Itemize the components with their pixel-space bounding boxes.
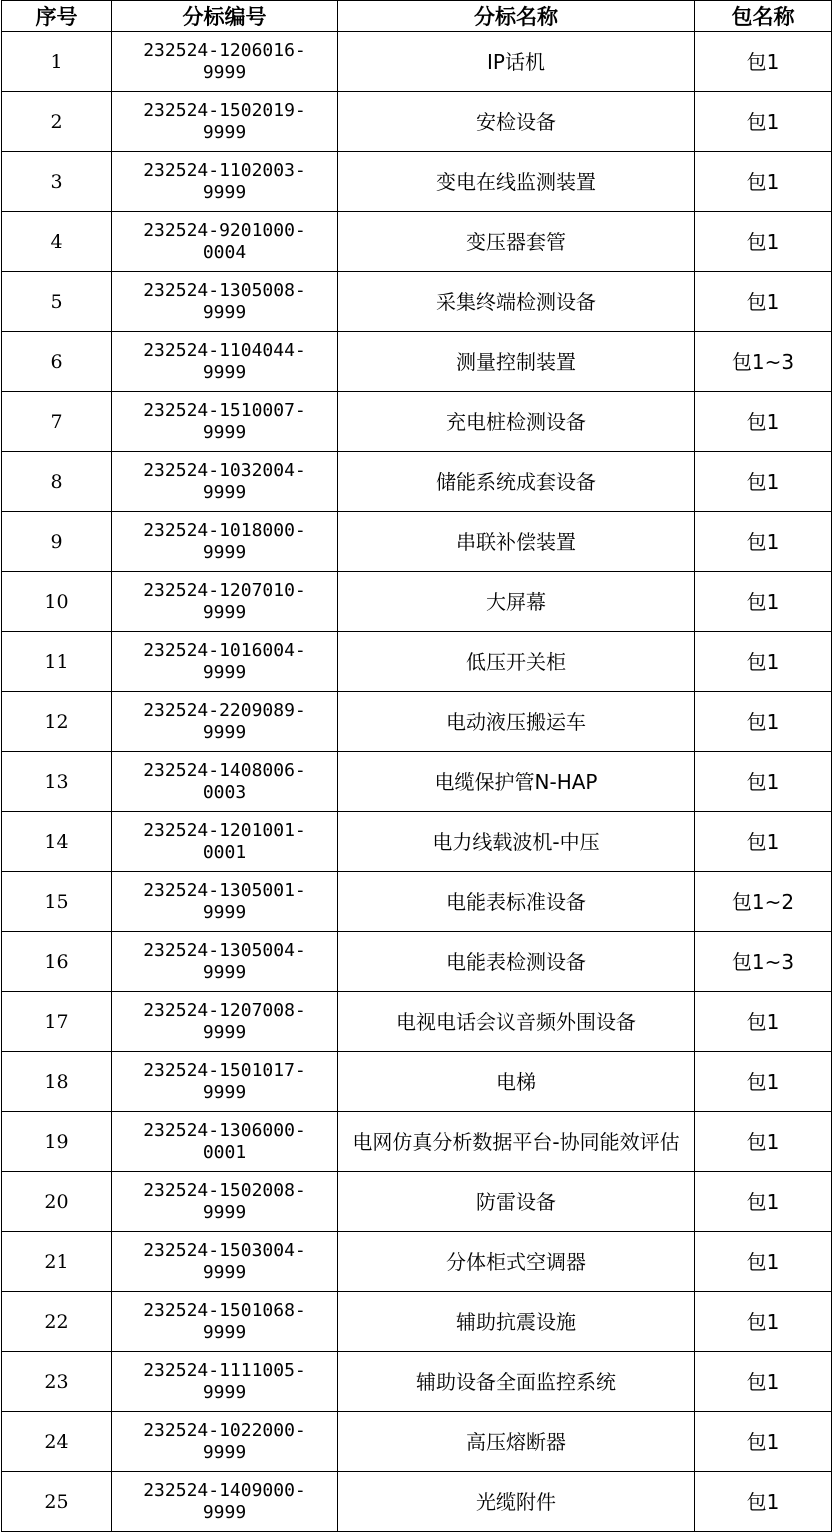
package-name-cell: 包1	[695, 512, 832, 572]
section-name-cell: 电力线载波机-中压	[338, 812, 695, 872]
table-row	[2, 572, 832, 632]
section-code-line2: 9999	[202, 661, 247, 683]
package-name-cell: 包1~2	[695, 872, 832, 932]
table-body	[2, 32, 832, 1532]
section-code-line1: 232524-1206016-	[143, 39, 306, 61]
table-row	[2, 1232, 832, 1292]
section-code-line1: 232524-1305008-	[143, 279, 306, 301]
section-code-line2: 0003	[202, 781, 247, 803]
table-row	[2, 872, 832, 932]
serial-no-cell: 22	[2, 1292, 112, 1352]
serial-no-cell: 12	[2, 692, 112, 752]
section-code-line2: 9999	[202, 1261, 247, 1283]
section-code-line1: 232524-1502019-	[143, 99, 306, 121]
section-name-cell: 变压器套管	[338, 212, 695, 272]
section-code-line1: 232524-1305001-	[143, 879, 306, 901]
section-code-line2: 9999	[202, 1441, 247, 1463]
package-name-cell: 包1	[695, 572, 832, 632]
section-code-line2: 9999	[202, 1381, 247, 1403]
section-code-cell	[112, 1352, 338, 1412]
package-name-cell: 包1	[695, 392, 832, 452]
package-name-cell: 包1~3	[695, 932, 832, 992]
section-code-cell	[112, 752, 338, 812]
section-code-line1: 232524-1201001-	[143, 819, 306, 841]
section-name-cell: 电动液压搬运车	[338, 692, 695, 752]
section-name-cell: 电梯	[338, 1052, 695, 1112]
table-row	[2, 632, 832, 692]
section-name-cell: 串联补偿装置	[338, 512, 695, 572]
serial-no-cell: 14	[2, 812, 112, 872]
section-code-line1: 232524-1501017-	[143, 1059, 306, 1081]
section-code-line1: 232524-1102003-	[143, 159, 306, 181]
section-code-line2: 0001	[202, 1141, 247, 1163]
section-code-line1: 232524-1016004-	[143, 639, 306, 661]
package-name-cell: 包1	[695, 752, 832, 812]
section-code-cell	[112, 1412, 338, 1472]
section-code-line2: 9999	[202, 721, 247, 743]
serial-no-cell: 6	[2, 332, 112, 392]
serial-no-cell: 25	[2, 1472, 112, 1532]
table-row	[2, 332, 832, 392]
section-name-cell: 光缆附件	[338, 1472, 695, 1532]
section-name-cell: 辅助设备全面监控系统	[338, 1352, 695, 1412]
table-row	[2, 812, 832, 872]
table-row	[2, 692, 832, 752]
package-name-cell: 包1	[695, 452, 832, 512]
section-code-cell	[112, 332, 338, 392]
header-section-code: 分标编号	[112, 1, 338, 32]
section-code-line2: 9999	[202, 1021, 247, 1043]
section-name-cell: IP话机	[338, 32, 695, 92]
package-name-cell: 包1	[695, 1292, 832, 1352]
section-code-line2: 9999	[202, 301, 247, 323]
serial-no-cell: 19	[2, 1112, 112, 1172]
serial-no-cell: 13	[2, 752, 112, 812]
section-code-cell	[112, 392, 338, 452]
package-name-cell: 包1	[695, 152, 832, 212]
section-code-cell	[112, 1472, 338, 1532]
section-name-cell: 大屏幕	[338, 572, 695, 632]
section-code-line1: 232524-9201000-	[143, 219, 306, 241]
section-code-line1: 232524-1503004-	[143, 1239, 306, 1261]
section-code-line2: 9999	[202, 1321, 247, 1343]
serial-no-cell: 2	[2, 92, 112, 152]
section-code-cell	[112, 1232, 338, 1292]
section-code-line2: 9999	[202, 901, 247, 923]
section-name-cell: 充电桩检测设备	[338, 392, 695, 452]
table-row	[2, 1052, 832, 1112]
section-code-line1: 232524-2209089-	[143, 699, 306, 721]
table-row	[2, 272, 832, 332]
section-name-cell: 电网仿真分析数据平台-协同能效评估	[338, 1112, 695, 1172]
serial-no-cell: 16	[2, 932, 112, 992]
serial-no-cell: 10	[2, 572, 112, 632]
section-code-line1: 232524-1409000-	[143, 1479, 306, 1501]
section-code-line1: 232524-1032004-	[143, 459, 306, 481]
section-code-line2: 9999	[202, 181, 247, 203]
table-row	[2, 1412, 832, 1472]
package-name-cell: 包1	[695, 1052, 832, 1112]
serial-no-cell: 17	[2, 992, 112, 1052]
section-code-cell	[112, 212, 338, 272]
package-name-cell: 包1	[695, 1472, 832, 1532]
serial-no-cell: 9	[2, 512, 112, 572]
section-code-cell	[112, 452, 338, 512]
section-code-line2: 0004	[202, 241, 247, 263]
serial-no-cell: 23	[2, 1352, 112, 1412]
table-row	[2, 1472, 832, 1532]
section-code-cell	[112, 152, 338, 212]
package-name-cell: 包1	[695, 632, 832, 692]
section-code-cell	[112, 1172, 338, 1232]
section-code-cell	[112, 632, 338, 692]
section-code-cell	[112, 92, 338, 152]
section-name-cell: 储能系统成套设备	[338, 452, 695, 512]
table-row	[2, 452, 832, 512]
package-name-cell: 包1	[695, 1172, 832, 1232]
bid-section-table	[1, 0, 832, 1532]
section-code-cell	[112, 1112, 338, 1172]
section-code-line2: 0001	[202, 841, 247, 863]
package-name-cell: 包1	[695, 992, 832, 1052]
package-name-cell: 包1	[695, 272, 832, 332]
section-name-cell: 安检设备	[338, 92, 695, 152]
section-code-cell	[112, 512, 338, 572]
section-code-line2: 9999	[202, 61, 247, 83]
package-name-cell: 包1	[695, 1352, 832, 1412]
section-code-line1: 232524-1207010-	[143, 579, 306, 601]
package-name-cell: 包1	[695, 32, 832, 92]
header-serial-no: 序号	[2, 1, 112, 32]
section-code-cell	[112, 872, 338, 932]
section-code-line1: 232524-1408006-	[143, 759, 306, 781]
section-code-cell	[112, 932, 338, 992]
section-code-line1: 232524-1111005-	[143, 1359, 306, 1381]
section-code-cell	[112, 32, 338, 92]
section-code-line2: 9999	[202, 481, 247, 503]
serial-no-cell: 20	[2, 1172, 112, 1232]
table-row	[2, 512, 832, 572]
section-name-cell: 电缆保护管N-HAP	[338, 752, 695, 812]
serial-no-cell: 1	[2, 32, 112, 92]
section-code-cell	[112, 572, 338, 632]
table-row	[2, 392, 832, 452]
section-code-line2: 9999	[202, 1081, 247, 1103]
table-row	[2, 932, 832, 992]
table-row	[2, 1172, 832, 1232]
package-name-cell: 包1	[695, 1232, 832, 1292]
section-name-cell: 低压开关柜	[338, 632, 695, 692]
section-code-line1: 232524-1207008-	[143, 999, 306, 1021]
section-name-cell: 变电在线监测装置	[338, 152, 695, 212]
package-name-cell: 包1	[695, 692, 832, 752]
section-code-cell	[112, 812, 338, 872]
serial-no-cell: 11	[2, 632, 112, 692]
section-name-cell: 高压熔断器	[338, 1412, 695, 1472]
table-row	[2, 32, 832, 92]
section-name-cell: 电能表标准设备	[338, 872, 695, 932]
section-code-cell	[112, 1052, 338, 1112]
table-header-row	[2, 1, 832, 32]
serial-no-cell: 8	[2, 452, 112, 512]
section-name-cell: 采集终端检测设备	[338, 272, 695, 332]
section-code-line1: 232524-1018000-	[143, 519, 306, 541]
package-name-cell: 包1~3	[695, 332, 832, 392]
section-code-line1: 232524-1501068-	[143, 1299, 306, 1321]
serial-no-cell: 4	[2, 212, 112, 272]
package-name-cell: 包1	[695, 812, 832, 872]
section-code-line2: 9999	[202, 361, 247, 383]
section-code-line1: 232524-1306000-	[143, 1119, 306, 1141]
serial-no-cell: 21	[2, 1232, 112, 1292]
section-code-line2: 9999	[202, 421, 247, 443]
section-code-line1: 232524-1022000-	[143, 1419, 306, 1441]
section-code-line2: 9999	[202, 541, 247, 563]
section-name-cell: 测量控制装置	[338, 332, 695, 392]
section-code-line2: 9999	[202, 601, 247, 623]
section-code-line1: 232524-1104044-	[143, 339, 306, 361]
serial-no-cell: 3	[2, 152, 112, 212]
package-name-cell: 包1	[695, 1112, 832, 1172]
section-name-cell: 防雷设备	[338, 1172, 695, 1232]
section-code-line2: 9999	[202, 121, 247, 143]
serial-no-cell: 24	[2, 1412, 112, 1472]
header-package-name: 包名称	[695, 1, 832, 32]
section-code-cell	[112, 272, 338, 332]
table-row	[2, 152, 832, 212]
table-row	[2, 992, 832, 1052]
table-row	[2, 1352, 832, 1412]
table-row	[2, 752, 832, 812]
section-code-line1: 232524-1510007-	[143, 399, 306, 421]
section-name-cell: 辅助抗震设施	[338, 1292, 695, 1352]
serial-no-cell: 18	[2, 1052, 112, 1112]
section-code-line2: 9999	[202, 961, 247, 983]
table-row	[2, 212, 832, 272]
section-code-cell	[112, 692, 338, 752]
section-name-cell: 分体柜式空调器	[338, 1232, 695, 1292]
table-row	[2, 92, 832, 152]
section-code-line2: 9999	[202, 1201, 247, 1223]
package-name-cell: 包1	[695, 92, 832, 152]
serial-no-cell: 15	[2, 872, 112, 932]
section-code-cell	[112, 1292, 338, 1352]
section-name-cell: 电能表检测设备	[338, 932, 695, 992]
serial-no-cell: 7	[2, 392, 112, 452]
section-name-cell: 电视电话会议音频外围设备	[338, 992, 695, 1052]
package-name-cell: 包1	[695, 1412, 832, 1472]
section-code-line1: 232524-1305004-	[143, 939, 306, 961]
table-row	[2, 1112, 832, 1172]
table-row	[2, 1292, 832, 1352]
serial-no-cell: 5	[2, 272, 112, 332]
section-code-line2: 9999	[202, 1501, 247, 1523]
section-code-cell	[112, 992, 338, 1052]
header-section-name: 分标名称	[338, 1, 695, 32]
section-code-line1: 232524-1502008-	[143, 1179, 306, 1201]
package-name-cell: 包1	[695, 212, 832, 272]
